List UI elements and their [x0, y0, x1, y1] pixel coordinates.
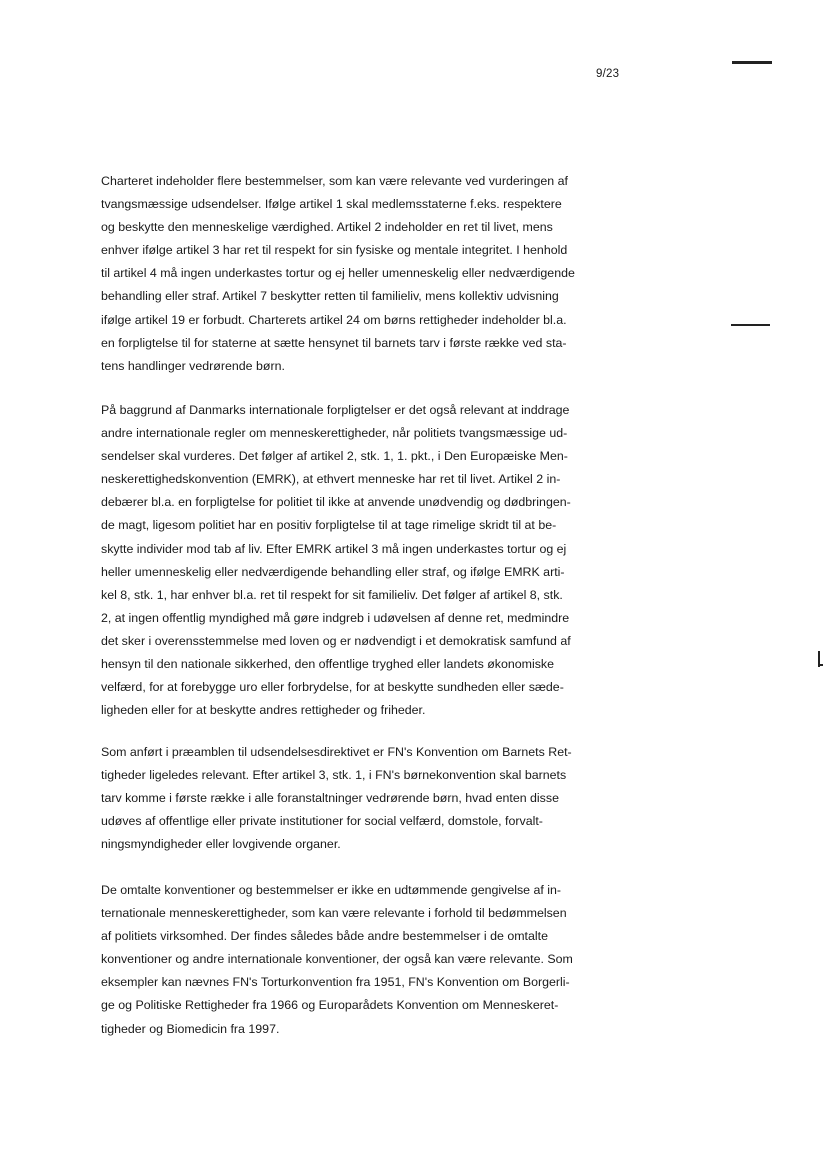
text-line: behandling eller straf. Artikel 7 beskytter retten til familieliv, mens kollektiv udvisning [101, 289, 559, 304]
text-line: kel 8, stk. 1, har enhver bl.a. ret til respekt for sit familieliv. Det følger af artikel 8, stk. [101, 587, 563, 602]
text-line: tens handlinger vedrørende børn. [101, 358, 285, 373]
paragraph-emrk [101, 399, 603, 722]
text-line: neskerettighedskonvention (EMRK), at ethvert menneske har ret til livet. Artikel 2 in- [101, 472, 561, 487]
text-line: en forpligtelse til for staterne at sætte hensynet til barnets tarv i første række ved sta- [101, 335, 567, 350]
text-line: eksempler kan nævnes FN's Torturkonvention fra 1951, FN's Konvention om Borgerli- [101, 975, 570, 990]
paragraph-charter [101, 170, 603, 378]
text-line: debærer bl.a. en forpligtelse for politiet til ikke at anvende unødvendig og dødbringen- [101, 495, 571, 510]
text-line: enhver ifølge artikel 3 har ret til respekt for sin fysiske og mentale integritet. I henhold [101, 243, 568, 258]
text-line: ningsmyndigheder eller lovgivende organer. [101, 837, 341, 852]
text-line: de magt, ligesom politiet har en positiv forpligtelse til at tage rimelige skridt til at be- [101, 518, 557, 533]
text-line: til artikel 4 må ingen underkastes tortur og ej heller umenneskelig eller nedværdigende [101, 266, 575, 281]
text-line: skytte individer mod tab af liv. Efter EMRK artikel 3 må ingen underkastes tortur og ej [101, 541, 567, 556]
text-line: På baggrund af Danmarks internationale forpligtelser er det også relevant at inddrage [101, 403, 570, 417]
page-number: 9/23 [596, 68, 620, 80]
margin-mark-middle [731, 324, 770, 326]
text-line: ge og Politiske Rettigheder fra 1966 og Europarådets Konvention om Menneskeret- [101, 998, 559, 1013]
paragraph-other-conventions [101, 879, 603, 1041]
text-line: udøves af offentlige eller private institutioner for social velfærd, domstole, forvalt- [101, 814, 543, 829]
text-line: velfærd, for at forebygge uro eller forbrydelse, for at beskytte sundheden eller sæde- [101, 680, 564, 695]
text-line: De omtalte konventioner og bestemmelser er ikke en udtømmende gengivelse af in- [101, 883, 562, 897]
text-line: ligheden eller for at beskytte andres rettigheder og friheder. [101, 703, 426, 718]
text-line: sendelser skal vurderes. Det følger af artikel 2, stk. 1, 1. pkt., i Den Europæiske Men- [101, 449, 568, 464]
text-line: og beskytte den menneskelige værdighed. Artikel 2 indeholder en ret til livet, mens [101, 220, 553, 235]
text-line: heller umenneskelig eller nedværdigende behandling eller straf, og ifølge EMRK arti- [101, 564, 565, 579]
paragraph-child-convention [101, 741, 603, 856]
text-line: 2, at ingen offentlig myndighed må gøre indgreb i udøvelsen af denne ret, medmindre [101, 610, 570, 625]
text-line: hensyn til den nationale sikkerhed, den offentlige tryghed eller landets økonomiske [101, 657, 554, 672]
text-line: andre internationale regler om menneskerettigheder, når politiets tvangsmæssige ud- [101, 426, 568, 441]
text-line: Charteret indeholder flere bestemmelser, som kan være relevante ved vurderingen af [101, 174, 568, 188]
text-line: ifølge artikel 19 er forbudt. Charterets artikel 24 om børns rettigheder indeholder bl.a. [101, 312, 567, 327]
text-line: af politiets virksomhed. Der findes således både andre bestemmelser i de omtalte [101, 929, 548, 944]
text-line: tigheder og Biomedicin fra 1997. [101, 1021, 280, 1036]
text-line: tvangsmæssige udsendelser. Ifølge artikel 1 skal medlemsstaterne f.eks. respektere [101, 197, 562, 212]
text-line: konventioner og andre internationale konventioner, der også kan være relevante. Som [101, 952, 573, 967]
text-line: Som anført i præamblen til udsendelsesdirektivet er FN's Konvention om Barnets Ret- [101, 745, 572, 759]
margin-mark-top [732, 61, 772, 64]
text-line: tarv komme i første række i alle foranstaltninger vedrørende børn, hvad enten disse [101, 791, 559, 806]
text-line: ternationale menneskerettigheder, som kan være relevante i forhold til bedømmelsen [101, 906, 567, 921]
text-line: det sker i overensstemmelse med loven og er nødvendigt i et demokratisk samfund af [101, 633, 571, 648]
margin-mark-right-tick [818, 664, 823, 666]
text-line: tigheder ligeledes relevant. Efter artikel 3, stk. 1, i FN's børnekonvention skal barnets [101, 768, 567, 783]
